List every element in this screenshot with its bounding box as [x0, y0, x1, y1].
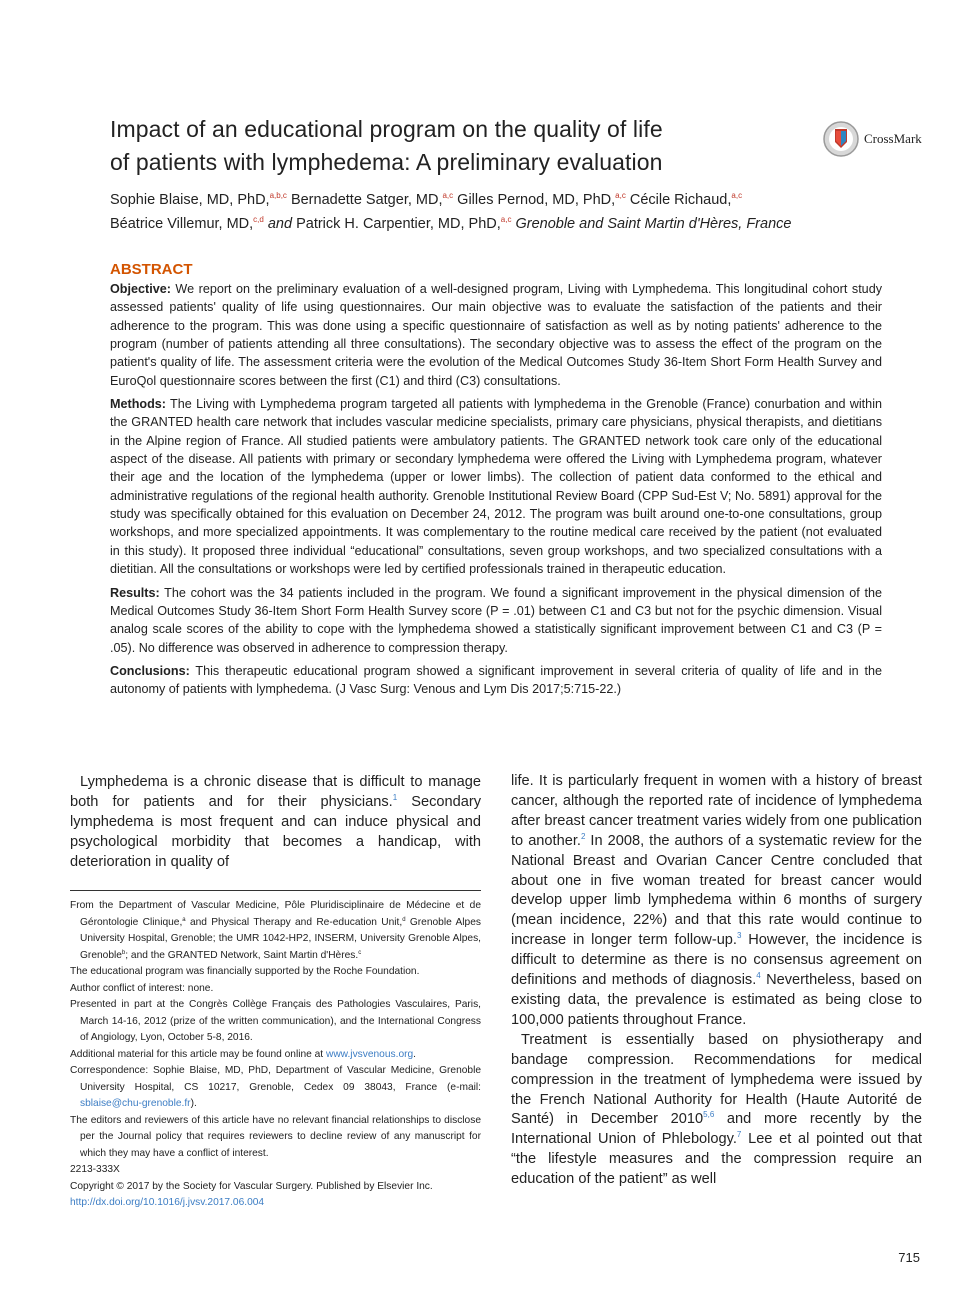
footnote-text: From the Department of Vascular Medicine, Pôle Pluridisciplinaire de Médecine et de Gérontologie Clinique,: [70, 900, 481, 928]
body-text: However, the incidence is difficult to determine as there is no consensus agreement on definitions and methods of diagnosis.: [511, 932, 922, 989]
body-text: Treatment is essentially based on physiotherapy and bandage compression. Recommendations for medical compression in the treatment of lymphedema were issued by the French National Authority for Health (Haute Autorité de Santé) in December 2010: [511, 1031, 922, 1128]
footnote-text: .: [413, 1048, 417, 1060]
conflict-footnote: Author conflict of interest: none.: [70, 982, 214, 994]
results-label: Results:: [110, 585, 160, 600]
body-column-left: [70, 772, 481, 872]
page-number: 715: [898, 1250, 920, 1265]
affiliation-marker: c,d: [253, 215, 264, 224]
author-name: Béatrice Villemur, MD,: [110, 216, 254, 232]
editors-footnote: The editors and reviewers of this article have no relevant financial relationships to disclose per the Journal policy that requires reviewers to decline review of any manuscript for which they may have a conflict of interest.: [70, 1114, 481, 1159]
author-line-1: [110, 186, 880, 210]
footnote-text: ).: [190, 1098, 197, 1109]
author-list: [110, 186, 880, 234]
footnote-marker: b: [121, 949, 126, 956]
abstract-heading: ABSTRACT: [110, 261, 193, 278]
reference-link[interactable]: 1: [392, 793, 398, 802]
reference-link[interactable]: 3: [736, 931, 742, 941]
crossmark-icon: [822, 120, 860, 158]
body-text: life. It is particularly frequent in women with a history of breast cancer, although the reported rate of incidence of lymphedema after breast cancer treatment varies widely from one publication to another.: [511, 773, 922, 849]
methods-label: Methods:: [110, 397, 166, 412]
footnote-marker: c: [358, 949, 362, 956]
reference-link[interactable]: 5,6: [703, 1110, 715, 1120]
author-line-2: [110, 210, 880, 234]
body-text: Lymphedema is a chronic disease that is difficult to manage both for patients and for their physicians.: [70, 774, 481, 810]
issn: 2213-333X: [70, 1164, 120, 1175]
affiliation-marker: a,b,c: [269, 191, 287, 200]
objective-text: We report on the preliminary evaluation of a well-designed program, Living with Lymphedema. This longitudinal cohort study assessed patients' quality of life using questionnaires. Our main objective was to evaluate the satisfaction of the patients and their adherence to the program. This was done using a specific questionnaire of satisfaction as well as by noting patients' adherence to the program (number of patients attending all three consultations). The secondary objective was to assess the effect of the program on the patient's quality of life. The assessment criteria were the evolution of the Medical Outcomes Study 36-Item Short Form Health Survey and EuroQol questionnaire scores between the first (C1) and third (C3) consultations.: [110, 282, 882, 388]
conclusions-label: Conclusions:: [110, 663, 190, 678]
footnote-text: Correspondence: Sophie Blaise, MD, PhD, Department of Vascular Medicine, Grenoble University Hospital, CS 10217, Grenoble, Cedex 09 38043, France (e-mail:: [70, 1065, 481, 1093]
author-name: Bernadette Satger, MD,: [286, 192, 443, 208]
methods-text: The Living with Lymphedema program targeted all patients with lymphedema in the Grenoble (France) conurbation and within the GRANTED health care network that includes vascular medicine specialists, primary care physicians, physical therapists, and dietitians in the Alpine region of France. All studied patients were ambulatory patients. The GRANTED network took care only of the educational aspect of the disease. All patients with primary or secondary lymphedema were offered the Living with Lymphedema program, whatever their age and the location of the lymphedema (upper or lower limbs). The collection of patient data conformed to the ethical and administrative regulations of the regional health authority. Grenoble Institutional Review Board (CPP Sud-Est V; No. 5891) approval for the study was specifically obtained for this evaluation on December 24, 2012. The program was built around one-to-one consultations, group workshops, and more specialized appointments. It was complementary to the routine medical care received by the patient (not evaluated in this study). It proposed three individual “educational” consultations, seven group workshops, and two specialized consultations with a dietitian. All the consultations or workshops were led by certified professionals trained in therapeutic education.: [110, 397, 882, 577]
title-line-2: of patients with lymphedema: A preliminary evaluation: [110, 149, 663, 175]
footnote-text: and Physical Therapy and Re-education Unit,: [185, 916, 403, 928]
author-location: Grenoble and Saint Martin d'Hères, France: [511, 216, 792, 232]
affiliation-footnote: [70, 898, 481, 964]
author-name: Cécile Richaud,: [625, 192, 732, 208]
body-text: In 2008, the authors of a systematic review for the National Breast and Ovarian Cancer Centre concluded that about one in five woman treated for breast cancer would develop upper limb lymphedema within 6 months of surgery (mean incidence, 22%) and that this rate would continue to increase in longer term follow-up.: [511, 832, 922, 949]
journal-website-link[interactable]: www.jvsvenous.org: [325, 1048, 414, 1060]
reference-link[interactable]: 4: [756, 971, 761, 981]
body-text: and more recently by the International Union of Phlebology.: [511, 1111, 922, 1148]
affiliation-marker: a,c: [731, 191, 743, 200]
crossmark-badge[interactable]: [822, 120, 937, 158]
funding-footnote: The educational program was financially supported by the Roche Foundation.: [70, 966, 420, 977]
body-column-right: [511, 772, 922, 1190]
email-link[interactable]: sblaise@chu-grenoble.fr: [80, 1098, 191, 1109]
body-paragraph: [511, 1031, 922, 1190]
abstract-body: [110, 280, 882, 704]
objective-label: Objective:: [110, 282, 171, 296]
footnote-marker: d: [402, 916, 406, 923]
and-word: and: [263, 216, 297, 232]
doi-link[interactable]: http://dx.doi.org/10.1016/j.jvsv.2017.06.004: [70, 1197, 265, 1208]
reference-link[interactable]: 7: [736, 1130, 742, 1140]
footnote-divider: [70, 890, 481, 891]
footnote-text: Additional material for this article may be found online at: [70, 1048, 326, 1060]
author-name: Gilles Pernod, MD, PhD,: [453, 192, 616, 208]
body-text: Nevertheless, based on existing data, the prevalence is estimated as being close to 100,000 patients throughout France.: [511, 972, 922, 1028]
article-title: [110, 113, 810, 179]
abstract-objective: [110, 280, 882, 390]
crossmark-label: CrossMark: [864, 131, 922, 146]
affiliation-marker: a,c: [615, 191, 626, 200]
correspondence-footnote: [70, 1063, 481, 1113]
abstract-methods: [110, 395, 882, 578]
body-paragraph: [70, 772, 481, 872]
abstract-results: [110, 584, 882, 657]
author-name: Sophie Blaise, MD, PhD,: [110, 192, 270, 208]
conclusions-text: This therapeutic educational program showed a significant improvement in several criteria of quality of life and in the autonomy of patients with lymphedema. (J Vasc Surg: Venous and Lym Dis 2017;5:715-22.): [110, 663, 882, 697]
footnote-marker: a: [182, 916, 186, 923]
affiliation-marker: a,c: [500, 215, 512, 224]
footnote-text: ; and the GRANTED Network, Saint Martin d'Hères.: [125, 949, 359, 961]
body-paragraph: [511, 772, 922, 1031]
abstract-conclusions: [110, 662, 882, 699]
footnotes: [70, 898, 481, 1212]
body-text: Lee et al pointed out that “the lifestyle measures and the compression require an education of the patient” as well: [511, 1131, 922, 1188]
reference-link[interactable]: 2: [580, 831, 586, 841]
author-name: Patrick H. Carpentier, MD, PhD,: [296, 216, 501, 232]
footnote-text: Grenoble Alpes University Hospital, Grenoble; the UMR 1042-HP2, INSERM, University Grenoble Alpes, Grenoble: [80, 916, 481, 961]
copyright: Copyright © 2017 by the Society for Vascular Surgery. Published by Elsevier Inc.: [70, 1180, 433, 1192]
affiliation-marker: a,c: [442, 191, 454, 200]
results-text: The cohort was the 34 patients included in the program. We found a significant improvement in the physical dimension of the Medical Outcomes Study 36-Item Short Form Health Survey score (P = .01) between C1 and C3 but not for the psychic dimension. Visual analog scale scores of the ability to cope with the lymphedema showed a statistically significant improvement between C1 and C3 (P = .05). No difference was observed in adherence to compression therapy.: [110, 585, 882, 655]
presentation-footnote: Presented in part at the Congrès Collège Français des Pathologies Vasculaires, Paris, March 14-16, 2012 (prize of the written communication), and the International Congress of Angiology, Lyon, October 5-8, 2016.: [70, 999, 481, 1043]
body-text: Secondary lymphedema is most frequent and can induce physical and psychological morbidity that becomes a handicap, with deterioration in quality of: [70, 794, 481, 870]
title-line-1: Impact of an educational program on the quality of life: [110, 116, 663, 142]
supplement-footnote: [70, 1047, 481, 1064]
